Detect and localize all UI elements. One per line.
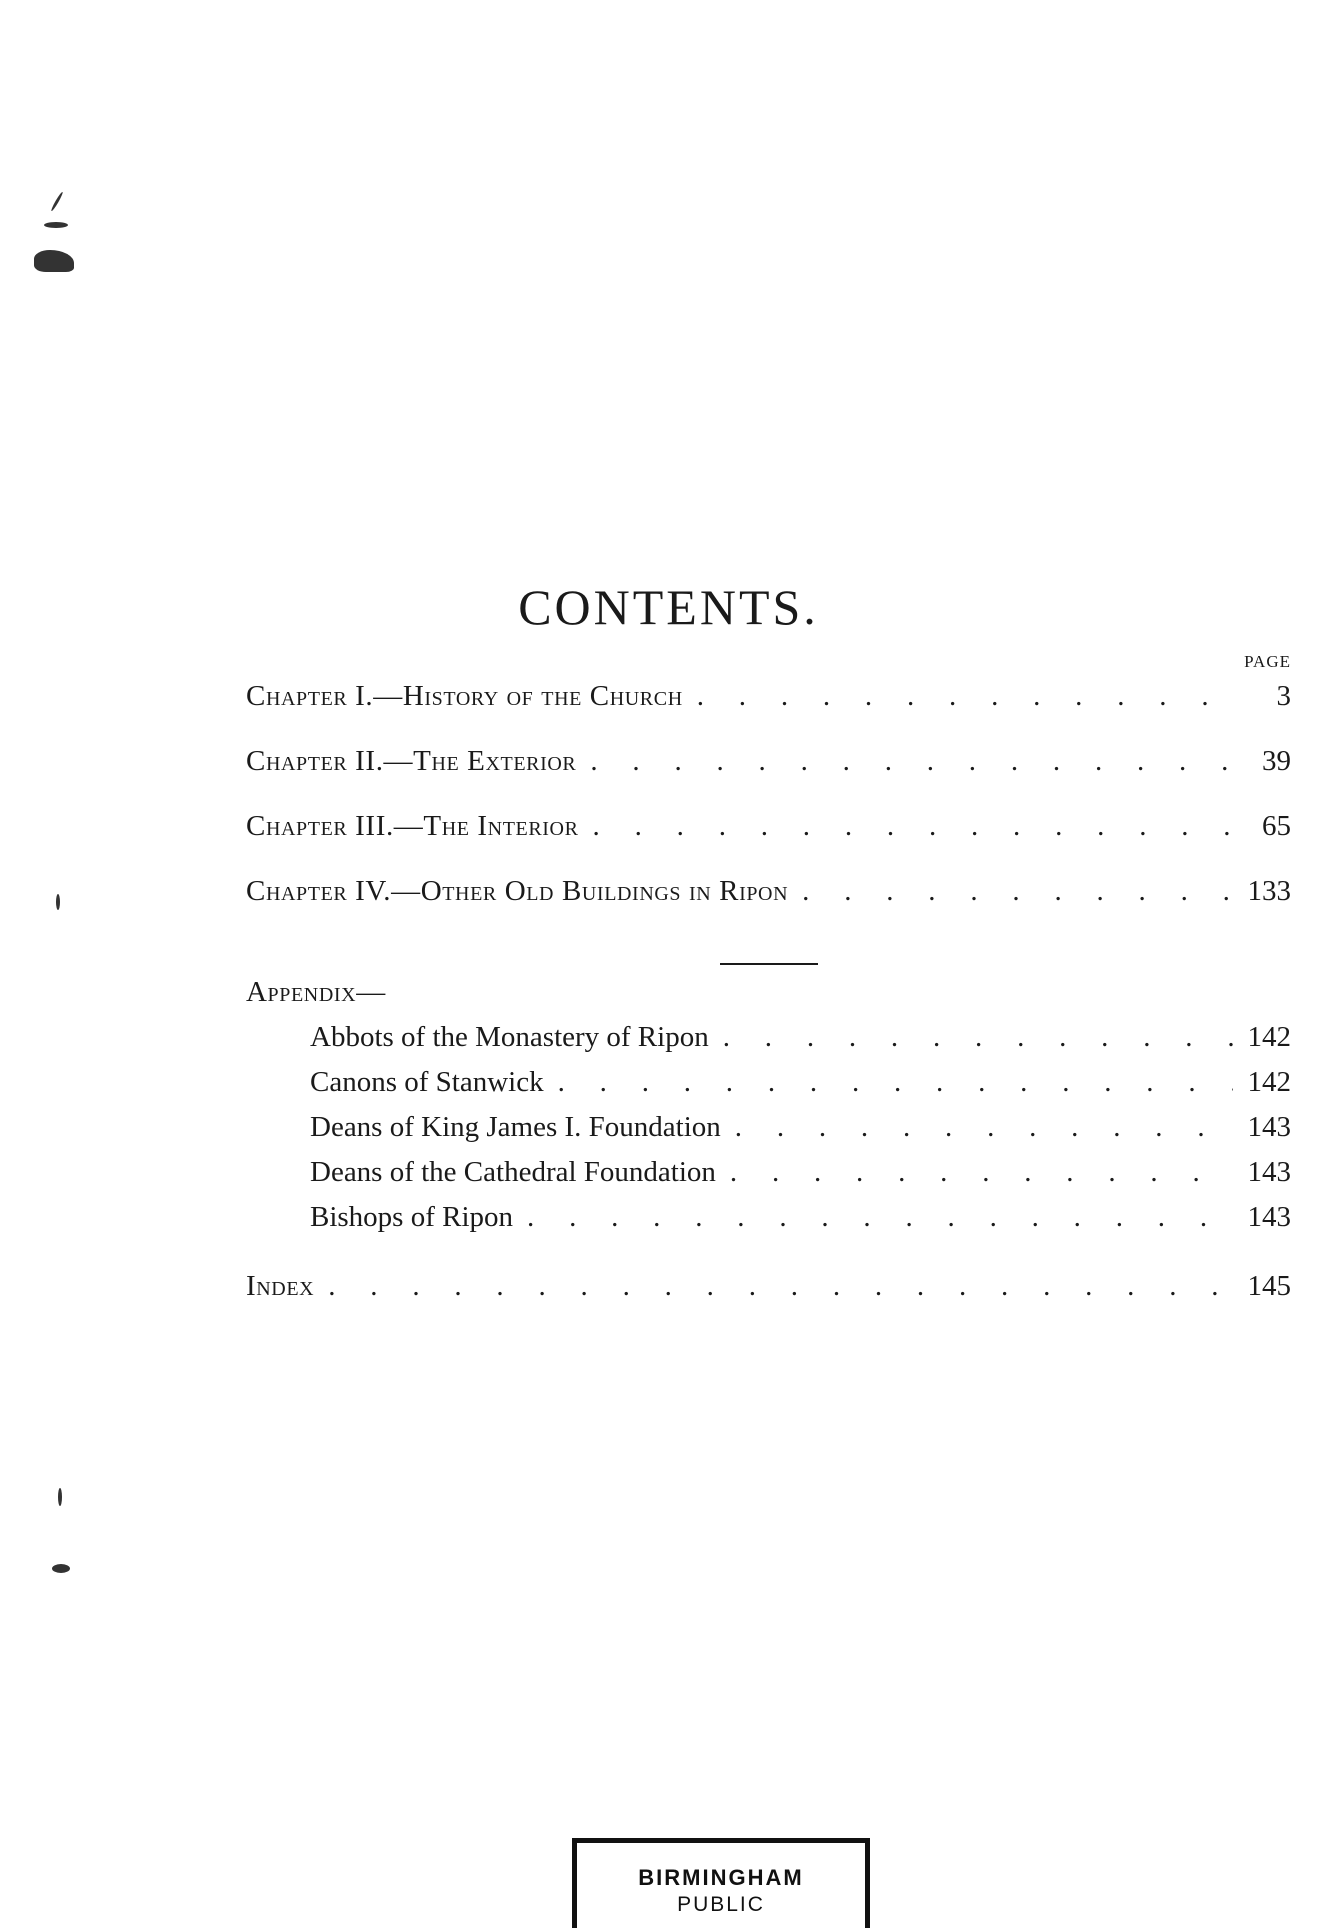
toc-entry-title: Index [246,1270,315,1302]
section-divider [720,963,818,965]
toc-entry-title: Deans of the Cathedral Foundation [310,1156,716,1188]
dot-leader [328,1270,1233,1303]
toc-entry-page: 143 [1247,1156,1291,1188]
toc-entry-title: Chapter II.—The Exterior [246,745,577,777]
toc-entry-page: 65 [1262,810,1291,842]
page-title: CONTENTS. [518,579,819,635]
dot-leader [735,1111,1233,1144]
toc-entry-title: Deans of King James I. Foundation [310,1111,721,1143]
dot-leader [593,810,1233,843]
dot-leader [802,875,1233,908]
toc-entry-chapter-2[interactable] [246,745,1291,778]
toc-entry-appendix-3[interactable] [310,1111,1291,1144]
scan-mark [56,894,60,910]
toc-entry-title: Chapter III.—The Interior [246,810,579,842]
toc-entry-appendix-2[interactable] [310,1066,1291,1099]
toc-entry-page: 142 [1247,1021,1291,1053]
scan-mark [50,191,64,212]
stamp-line: PUBLIC [677,1893,765,1916]
toc-entry-chapter-4[interactable] [246,875,1291,908]
scan-mark [58,1488,62,1506]
scan-mark [44,222,68,228]
toc-entry-page: 143 [1247,1111,1291,1143]
dot-leader [558,1066,1233,1099]
dot-leader [697,680,1233,713]
dot-leader [590,745,1233,778]
toc-entry-appendix-1[interactable] [310,1021,1291,1054]
toc-entry-title: Abbots of the Monastery of Ripon [310,1021,709,1053]
toc-entry-title: Bishops of Ripon [310,1201,514,1233]
toc-entry-index[interactable] [246,1270,1291,1303]
page-column-header: PAGE [1244,652,1291,671]
scan-mark [52,1564,70,1573]
toc-entry-page: 3 [1276,680,1291,712]
toc-entry-title: Chapter I.—History of the Church [246,680,683,712]
toc-entry-chapter-3[interactable] [246,810,1291,843]
toc-entry-page: 133 [1247,875,1291,907]
toc-entry-page: 142 [1247,1066,1291,1098]
dot-leader [527,1201,1233,1234]
scan-mark [34,250,74,272]
toc-entry-appendix-5[interactable] [310,1201,1291,1234]
appendix-heading: Appendix— [246,976,386,1008]
toc-entry-appendix-4[interactable] [310,1156,1291,1189]
stamp-line: BIRMINGHAM [638,1865,804,1890]
toc-entry-title: Canons of Stanwick [310,1066,544,1098]
library-stamp [572,1838,870,1928]
dot-leader [723,1021,1233,1054]
toc-entry-page: 143 [1247,1201,1291,1233]
dot-leader [730,1156,1233,1189]
toc-entry-page: 145 [1247,1270,1291,1302]
toc-entry-chapter-1[interactable] [246,680,1291,713]
toc-entry-title: Chapter IV.—Other Old Buildings in Ripon [246,875,789,907]
toc-entry-page: 39 [1262,745,1291,777]
